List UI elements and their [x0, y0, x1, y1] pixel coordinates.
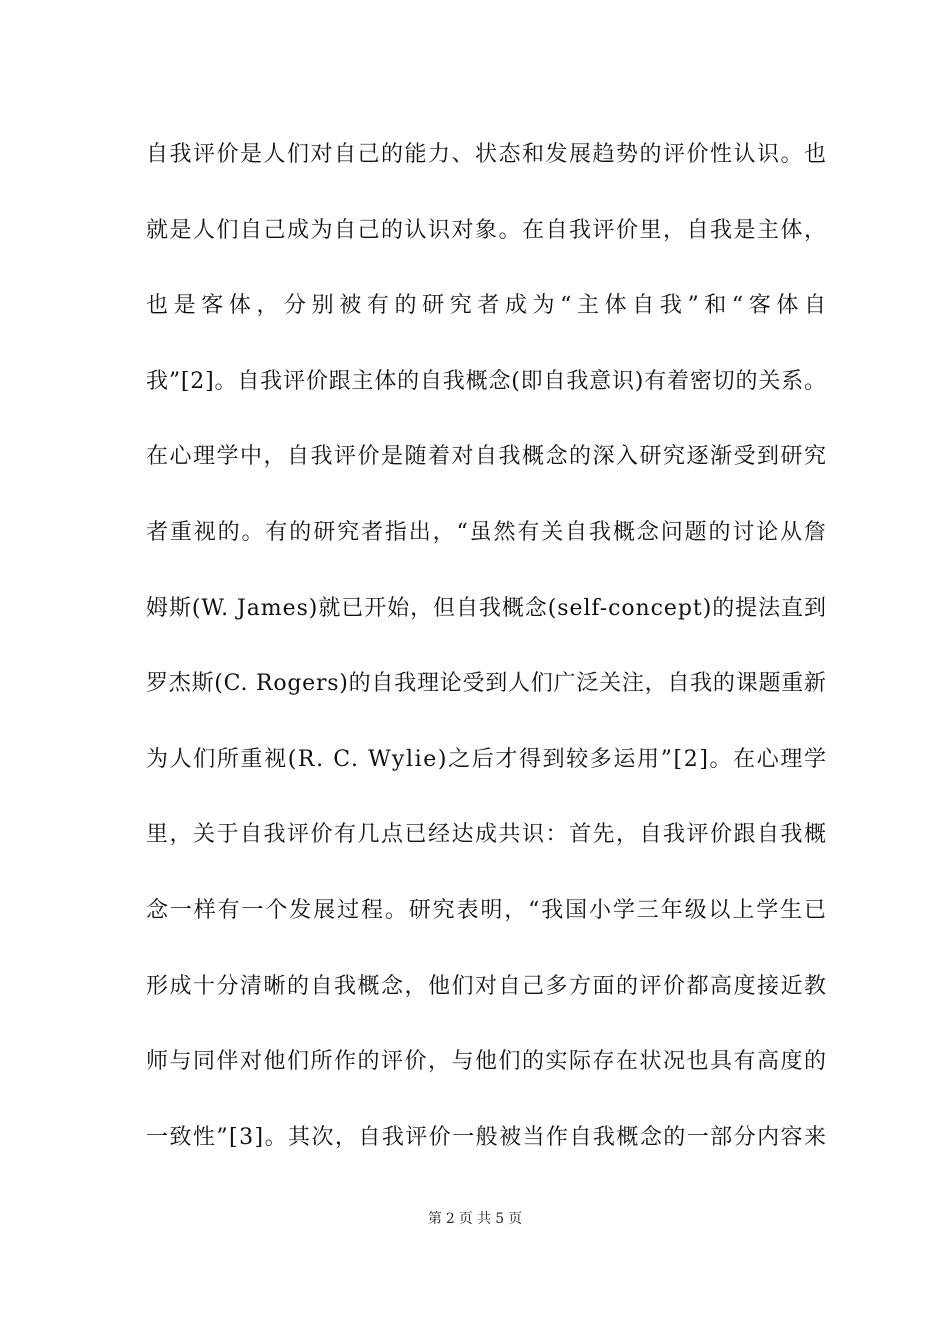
total-page-count: 5 — [495, 1211, 505, 1227]
text-line: 师与同伴对他们所作的评价，与他们的实际存在状况也具有高度的 — [146, 1049, 828, 1075]
text-line: 我”[2]。自我评价跟主体的自我概念(即自我意识)有着密切的关系。 — [146, 368, 827, 394]
page-footer — [0, 1208, 950, 1228]
text-line: 念一样有一个发展过程。研究表明，“我国小学三年级以上学生已 — [146, 897, 828, 923]
text-line: 就是人们自己成为自己的认识对象。在自我评价里，自我是主体， — [146, 217, 828, 243]
text-line: 者重视的。有的研究者指出，“虽然有关自我概念问题的讨论从詹 — [146, 519, 828, 545]
text-line: 在心理学中，自我评价是随着对自我概念的深入研究逐渐受到研究 — [146, 444, 828, 470]
footer-prefix: 第 — [427, 1211, 442, 1227]
text-line: 一致性”[3]。其次，自我评价一般被当作自我概念的一部分内容来 — [146, 1124, 828, 1150]
text-line: 也是客体，分别被有的研究者成为“主体自我”和“客体自 — [146, 293, 832, 319]
text-line: 自我评价是人们对自己的能力、状态和发展趋势的评价性认识。也 — [146, 142, 828, 167]
text-line: 罗杰斯(C. Rogers)的自我理论受到人们广泛关注，自我的课题重新 — [146, 671, 827, 697]
text-line: 姆斯(W. James)就已开始，但自我概念(self-concept)的提法直到 — [146, 595, 827, 621]
text-line: 形成十分清晰的自我概念，他们对自己多方面的评价都高度接近教 — [146, 973, 828, 999]
text-line: 里，关于自我评价有几点已经达成共识：首先，自我评价跟自我概 — [146, 822, 828, 848]
text-line: 为人们所重视(R. C. Wylie)之后才得到较多运用”[2]。在心理学 — [146, 746, 828, 772]
footer-middle: 页 共 — [458, 1211, 492, 1227]
footer-suffix: 页 — [508, 1211, 523, 1227]
current-page-number: 2 — [445, 1211, 455, 1227]
body-text — [146, 136, 832, 1194]
